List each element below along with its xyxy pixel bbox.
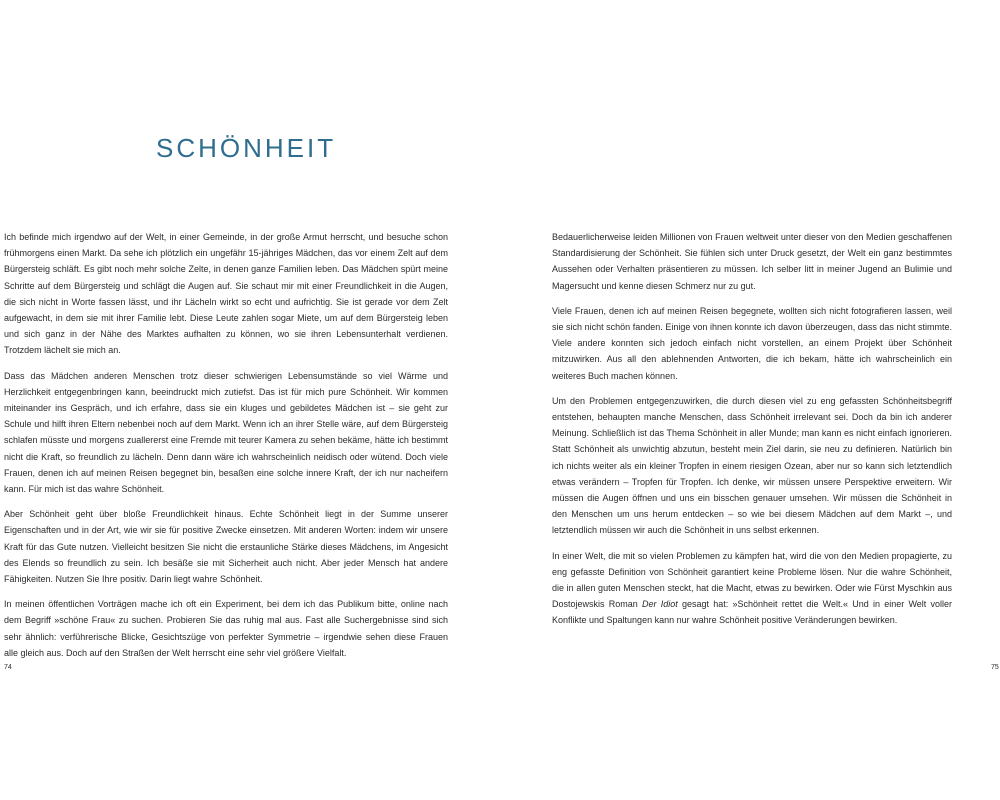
paragraph: In meinen öffentlichen Vorträgen mache ich oft ein Experiment, bei dem ich das Publikum bitte, online nach dem Begriff »schöne Frau« zu suchen. Probieren Sie das ruhig mal aus. Fast alle Suchergebnisse sind sich sehr ähnlich: verführerische Blicke, Gesichtszüge von perfekter Symmetrie – irgendwie sehen diese Frauen alle gleich aus. Doch auf den Straßen der Welt herrscht eine sehr viel größere Vielfalt. — [4, 599, 448, 658]
paragraph: Viele Frauen, denen ich auf meinen Reisen begegnete, wollten sich nicht fotografieren lassen, weil sie sich nicht schön fanden. Einige von ihnen konnte ich davon überzeugen, dass das nicht stimmte. Viele andere konnten sich jedoch einfach nicht vorstellen, an einem Projekt über Schönheit mitzuwirken. Aus all den ablehnenden Antworten, die ich bekam, hätte ich wahrscheinlich ein weiteres Buch machen können. — [552, 305, 952, 381]
paragraph: Bedauerlicherweise leiden Millionen von Frauen weltweit unter dieser von den Medien geschaffenen Standardisierung der Schönheit. Sie fühlen sich unter Druck gesetzt, der Welt ein ganz bestimmtes Aussehen oder Verhalten präsentieren zu müssen. Ich selber litt in meiner Jugend an Bulimie und Magersucht und kenne diesen Schmerz nur zu gut. — [552, 232, 952, 291]
left-text-column — [4, 229, 448, 670]
chapter-title: SCHÖNHEIT — [156, 133, 337, 163]
page-number-right: 75 — [991, 664, 999, 671]
paragraph: Dass das Mädchen anderen Menschen trotz dieser schwierigen Lebensumstände so viel Wärme und Herzlichkeit entgegenbringen kann, beeindruckt mich zutiefst. Das ist für mich pure Schönheit. Wir kommen miteinander ins Gespräch, und ich erfahre, dass sie ein kluges und gebildetes Mädchen ist – sie geht zur Schule und hilft ihren Eltern nebenbei noch auf dem Markt. Wenn ich an ihrer Stelle wäre, auf dem Bürgersteig schlafen müsste und morgens zuallererst eine Fremde mit teurer Kamera zu sehen bekäme, hätte ich bestimmt nicht die Kraft, so freundlich zu lächeln. Denn dann wäre ich wahrscheinlich neidisch oder wütend. Doch viele Frauen, denen ich auf meinen Reisen begegnet bin, besaßen eine solche innere Kraft, der ich nur nacheifern kann. Für mich ist das wahre Schönheit. — [4, 370, 448, 495]
page-number-left: 74 — [4, 664, 12, 671]
paragraph-text: In einer Welt, die mit so vielen Problemen zu kämpfen hat, wird die von den Medien propagierte, zu eng gefasste Definition von Schönheit garantiert keine Probleme lösen. Nur die wahre Schönheit, die in allen guten Menschen steckt, hat die Macht, etwas zu bewirken. Oder wie Fürst Myschkin aus Dostojewskis Roman — [552, 550, 952, 610]
paragraph — [552, 548, 952, 629]
paragraph: Um den Problemen entgegenzuwirken, die durch diesen viel zu eng gefassten Schönheitsbegriff entstehen, behaupten manche Menschen, dass Schönheit irrelevant sei. Doch da bin ich anderer Meinung. Schließlich ist das Thema Schönheit in aller Munde; man kann es nicht einfach ignorieren. Statt Schönheit als unwichtig abzutun, besteht mein Ziel darin, sie neu zu definieren. Natürlich bin ich nichts weiter als ein kleiner Tropfen in einem riesigen Ozean, aber nur so kann sich letztendlich etwas verändern – Tropfen für Tropfen. Ich denke, wir müssen unsere Perspektive erweitern. Wir müssen die Augen öffnen und uns ein bisschen genauer umsehen. Wir müssen die Schönheit in den Menschen um uns herum entdecken – so wie bei diesem Mädchen auf dem Markt –, und letztendlich müssen wir auch die Schönheit in uns selbst erkennen. — [552, 395, 952, 536]
paragraph: Ich befinde mich irgendwo auf der Welt, in einer Gemeinde, in der große Armut herrscht, und besuche schon frühmorgens einen Markt. Da sehe ich plötzlich ein ungefähr 15-jähriges Mädchen, das vor einem Zelt auf dem Bürgersteig schläft. Es gibt noch mehr solche Zelte, in denen ganze Familien leben. Das Mädchen spürt meine Schritte auf dem Bürgersteig und schlägt die Augen auf. Sie schaut mir mit einer Freundlichkeit in die Augen, die sich nicht in Worte fassen lässt, und ihr Lächeln wirkt so echt und aufrichtig. Sie ist gerade vor dem Zelt aufgewacht, in dem sie mit ihrer Familie lebt. Diese Leute zahlen sogar Miete, um auf dem Bürgersteig leben und sich ganz in der Nähe des Marktes aufhalten zu können, wo sie ihren Lebensunterhalt verdienen. Trotzdem lächelt sie mich an. — [4, 232, 448, 356]
paragraph-text: gesagt hat: »Schönheit rettet die Welt.« Und in einer Welt voller Konflikte und Spaltungen kann nur wahre Schönheit positive Veränderungen bewirken. — [552, 599, 953, 626]
right-text-column — [552, 229, 952, 638]
book-title-italic: Der Idiot — [641, 599, 678, 610]
right-page — [500, 0, 1000, 800]
paragraph: Aber Schönheit geht über bloße Freundlichkeit hinaus. Echte Schönheit liegt in der Summe unserer Eigenschaften und in der Art, wie wir sie für positive Zwecke einsetzen. Mit anderen Worten: indem wir unsere Kraft für das Gute nutzen. Vielleicht besitzen Sie nicht die erstaunliche Stärke dieses Mädchens, im Angesicht des Elends so freundlich zu sein. Ich besäße sie mit Sicherheit auch nicht. Aber jeder Mensch hat andere Fähigkeiten. Nutzen Sie Ihre positiv. Darin liegt wahre Schönheit. — [4, 509, 448, 585]
